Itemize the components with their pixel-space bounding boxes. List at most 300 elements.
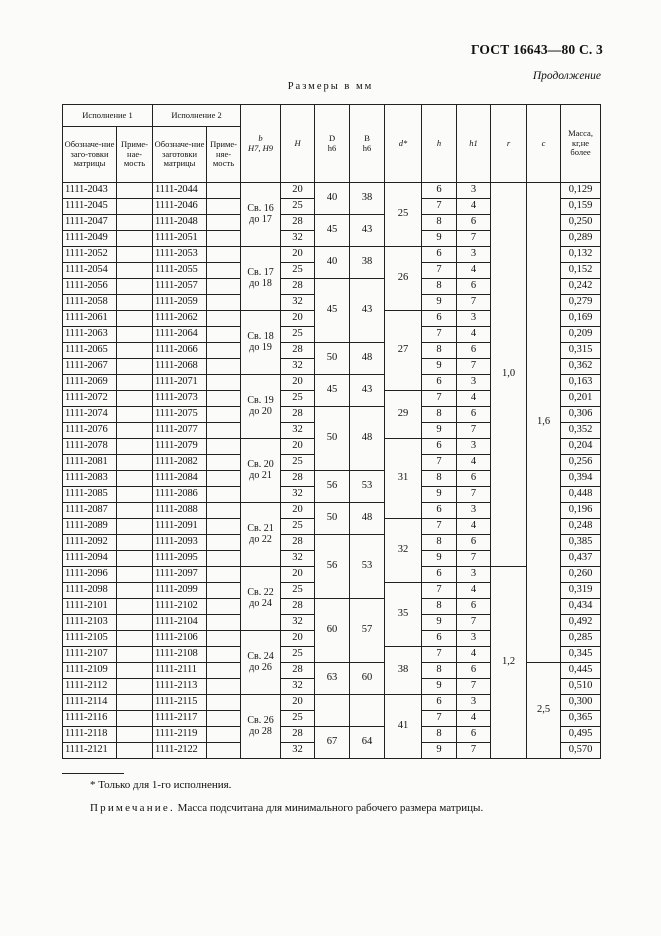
H-cell: 32 — [281, 743, 315, 759]
applicability-2-cell — [207, 279, 241, 295]
mass-cell: 0,445 — [561, 663, 601, 679]
applicability-1-cell — [117, 487, 153, 503]
applicability-1-cell — [117, 215, 153, 231]
designation-1-cell: 1111-2087 — [63, 503, 117, 519]
B-cell: 38 — [350, 247, 385, 279]
H-cell: 25 — [281, 519, 315, 535]
applicability-1-cell — [117, 199, 153, 215]
B-cell: 60 — [350, 663, 385, 695]
H-cell: 20 — [281, 311, 315, 327]
h-cell: 9 — [422, 615, 457, 631]
header-B: В h6 — [350, 105, 385, 183]
h-cell: 9 — [422, 423, 457, 439]
designation-2-cell: 1111-2106 — [153, 631, 207, 647]
applicability-2-cell — [207, 519, 241, 535]
applicability-1-cell — [117, 311, 153, 327]
applicability-2-cell — [207, 247, 241, 263]
designation-2-cell: 1111-2079 — [153, 439, 207, 455]
H-cell: 28 — [281, 727, 315, 743]
H-cell: 20 — [281, 375, 315, 391]
applicability-1-cell — [117, 183, 153, 199]
h1-cell: 7 — [457, 615, 491, 631]
applicability-2-cell — [207, 631, 241, 647]
D-cell: 60 — [315, 599, 350, 663]
designation-1-cell: 1111-2092 — [63, 535, 117, 551]
applicability-2-cell — [207, 727, 241, 743]
mass-cell: 0,159 — [561, 199, 601, 215]
mass-cell: 0,495 — [561, 727, 601, 743]
mass-cell: 0,289 — [561, 231, 601, 247]
D-cell: 40 — [315, 247, 350, 279]
designation-1-cell: 1111-2083 — [63, 471, 117, 487]
designation-2-cell: 1111-2055 — [153, 263, 207, 279]
applicability-2-cell — [207, 711, 241, 727]
designation-2-cell: 1111-2082 — [153, 455, 207, 471]
applicability-1-cell — [117, 567, 153, 583]
applicability-1-cell — [117, 231, 153, 247]
h1-cell: 7 — [457, 487, 491, 503]
applicability-2-cell — [207, 375, 241, 391]
h-cell: 8 — [422, 279, 457, 295]
designation-2-cell: 1111-2104 — [153, 615, 207, 631]
applicability-1-cell — [117, 263, 153, 279]
H-cell: 25 — [281, 711, 315, 727]
note-label: Примечание. — [90, 802, 175, 814]
designation-2-cell: 1111-2077 — [153, 423, 207, 439]
h-cell: 9 — [422, 679, 457, 695]
designation-2-cell: 1111-2117 — [153, 711, 207, 727]
h-cell: 9 — [422, 231, 457, 247]
c-cell: 1,6 — [527, 183, 561, 663]
applicability-2-cell — [207, 551, 241, 567]
designation-1-cell: 1111-2089 — [63, 519, 117, 535]
H-cell: 28 — [281, 535, 315, 551]
h1-cell: 7 — [457, 743, 491, 759]
designation-1-cell: 1111-2109 — [63, 663, 117, 679]
h1-cell: 6 — [457, 407, 491, 423]
B-cell: 48 — [350, 343, 385, 375]
designation-1-cell: 1111-2065 — [63, 343, 117, 359]
applicability-2-cell — [207, 183, 241, 199]
dimensions-table — [62, 104, 601, 759]
h1-cell: 6 — [457, 535, 491, 551]
mass-cell: 0,570 — [561, 743, 601, 759]
applicability-2-cell — [207, 615, 241, 631]
note — [90, 802, 483, 814]
applicability-2-cell — [207, 487, 241, 503]
mass-cell: 0,365 — [561, 711, 601, 727]
d-cell: 32 — [385, 519, 422, 583]
header-oboznachenie-2: Обозначе-ние заготовки матрицы — [153, 127, 207, 183]
designation-2-cell: 1111-2113 — [153, 679, 207, 695]
designation-1-cell: 1111-2063 — [63, 327, 117, 343]
mass-cell: 0,209 — [561, 327, 601, 343]
designation-2-cell: 1111-2088 — [153, 503, 207, 519]
designation-2-cell: 1111-2099 — [153, 583, 207, 599]
H-cell: 28 — [281, 407, 315, 423]
designation-1-cell: 1111-2069 — [63, 375, 117, 391]
mass-cell: 0,285 — [561, 631, 601, 647]
H-cell: 32 — [281, 487, 315, 503]
header-primenyaemost-2: Приме-няе-мость — [207, 127, 241, 183]
applicability-2-cell — [207, 391, 241, 407]
b-range-cell: Св. 22 до 24 — [241, 567, 281, 631]
h1-cell: 4 — [457, 583, 491, 599]
mass-cell: 0,385 — [561, 535, 601, 551]
h1-cell: 3 — [457, 567, 491, 583]
H-cell: 32 — [281, 423, 315, 439]
h1-cell: 4 — [457, 391, 491, 407]
D-cell: 45 — [315, 215, 350, 247]
applicability-2-cell — [207, 423, 241, 439]
mass-cell: 0,204 — [561, 439, 601, 455]
designation-1-cell: 1111-2085 — [63, 487, 117, 503]
h-cell: 8 — [422, 407, 457, 423]
applicability-2-cell — [207, 343, 241, 359]
h-cell: 9 — [422, 743, 457, 759]
applicability-1-cell — [117, 583, 153, 599]
h1-cell: 4 — [457, 647, 491, 663]
designation-2-cell: 1111-2066 — [153, 343, 207, 359]
designation-2-cell: 1111-2108 — [153, 647, 207, 663]
footnote: * Только для 1-го исполнения. — [90, 779, 232, 791]
applicability-2-cell — [207, 663, 241, 679]
h-cell: 9 — [422, 295, 457, 311]
applicability-2-cell — [207, 215, 241, 231]
designation-1-cell: 1111-2101 — [63, 599, 117, 615]
mass-cell: 0,260 — [561, 567, 601, 583]
d-cell: 35 — [385, 583, 422, 647]
h1-cell: 6 — [457, 471, 491, 487]
h-cell: 6 — [422, 631, 457, 647]
d-cell: 27 — [385, 311, 422, 391]
mass-cell: 0,201 — [561, 391, 601, 407]
mass-cell: 0,129 — [561, 183, 601, 199]
H-cell: 20 — [281, 183, 315, 199]
designation-1-cell: 1111-2114 — [63, 695, 117, 711]
applicability-1-cell — [117, 407, 153, 423]
h-cell: 8 — [422, 727, 457, 743]
designation-1-cell: 1111-2105 — [63, 631, 117, 647]
designation-2-cell: 1111-2084 — [153, 471, 207, 487]
designation-1-cell: 1111-2076 — [63, 423, 117, 439]
d-cell: 31 — [385, 439, 422, 519]
H-cell: 28 — [281, 343, 315, 359]
b-range-cell: Св. 24 до 26 — [241, 631, 281, 695]
H-cell: 20 — [281, 695, 315, 711]
h-cell: 6 — [422, 695, 457, 711]
h1-cell: 3 — [457, 247, 491, 263]
designation-2-cell: 1111-2111 — [153, 663, 207, 679]
mass-cell: 0,152 — [561, 263, 601, 279]
designation-2-cell: 1111-2091 — [153, 519, 207, 535]
h1-cell: 3 — [457, 311, 491, 327]
applicability-2-cell — [207, 455, 241, 471]
header-h1: h1 — [457, 105, 491, 183]
applicability-1-cell — [117, 439, 153, 455]
designation-1-cell: 1111-2058 — [63, 295, 117, 311]
H-cell: 32 — [281, 295, 315, 311]
applicability-2-cell — [207, 263, 241, 279]
mass-cell: 0,437 — [561, 551, 601, 567]
designation-2-cell: 1111-2059 — [153, 295, 207, 311]
designation-1-cell: 1111-2067 — [63, 359, 117, 375]
designation-1-cell: 1111-2072 — [63, 391, 117, 407]
D-cell — [315, 695, 350, 727]
b-range-cell: Св. 18 до 19 — [241, 311, 281, 375]
h1-cell: 7 — [457, 231, 491, 247]
h-cell: 7 — [422, 647, 457, 663]
D-cell: 50 — [315, 503, 350, 535]
designation-2-cell: 1111-2068 — [153, 359, 207, 375]
b-range-cell: Св. 26 до 28 — [241, 695, 281, 759]
applicability-2-cell — [207, 695, 241, 711]
applicability-1-cell — [117, 631, 153, 647]
H-cell: 28 — [281, 279, 315, 295]
D-cell: 67 — [315, 727, 350, 759]
sizes-caption: Размеры в мм — [287, 81, 374, 92]
applicability-1-cell — [117, 359, 153, 375]
applicability-1-cell — [117, 327, 153, 343]
h-cell: 7 — [422, 455, 457, 471]
designation-2-cell: 1111-2046 — [153, 199, 207, 215]
H-cell: 32 — [281, 551, 315, 567]
d-cell: 25 — [385, 183, 422, 247]
applicability-2-cell — [207, 599, 241, 615]
applicability-2-cell — [207, 295, 241, 311]
h1-cell: 6 — [457, 215, 491, 231]
designation-1-cell: 1111-2056 — [63, 279, 117, 295]
d-cell: 41 — [385, 695, 422, 759]
h-cell: 9 — [422, 359, 457, 375]
c-cell: 2,5 — [527, 663, 561, 759]
H-cell: 25 — [281, 327, 315, 343]
B-cell: 43 — [350, 215, 385, 247]
h-cell: 8 — [422, 535, 457, 551]
h-cell: 7 — [422, 391, 457, 407]
applicability-1-cell — [117, 615, 153, 631]
mass-cell: 0,300 — [561, 695, 601, 711]
D-cell: 45 — [315, 375, 350, 407]
designation-1-cell: 1111-2047 — [63, 215, 117, 231]
h-cell: 6 — [422, 247, 457, 263]
designation-1-cell: 1111-2103 — [63, 615, 117, 631]
h1-cell: 6 — [457, 727, 491, 743]
h1-cell: 7 — [457, 551, 491, 567]
h-cell: 8 — [422, 599, 457, 615]
B-cell: 38 — [350, 183, 385, 215]
designation-2-cell: 1111-2119 — [153, 727, 207, 743]
h1-cell: 3 — [457, 503, 491, 519]
header-ispolnenie-2: Исполнение 2 — [153, 105, 241, 127]
applicability-1-cell — [117, 455, 153, 471]
H-cell: 28 — [281, 663, 315, 679]
h-cell: 9 — [422, 487, 457, 503]
applicability-1-cell — [117, 471, 153, 487]
h-cell: 7 — [422, 711, 457, 727]
mass-cell: 0,448 — [561, 487, 601, 503]
designation-2-cell: 1111-2044 — [153, 183, 207, 199]
header-ispolnenie-1: Исполнение 1 — [63, 105, 153, 127]
designation-1-cell: 1111-2045 — [63, 199, 117, 215]
h1-cell: 7 — [457, 423, 491, 439]
applicability-2-cell — [207, 567, 241, 583]
mass-cell: 0,345 — [561, 647, 601, 663]
designation-2-cell: 1111-2093 — [153, 535, 207, 551]
h1-cell: 7 — [457, 679, 491, 695]
applicability-1-cell — [117, 695, 153, 711]
applicability-2-cell — [207, 471, 241, 487]
H-cell: 25 — [281, 391, 315, 407]
mass-cell: 0,169 — [561, 311, 601, 327]
footnote-rule — [62, 773, 124, 774]
h1-cell: 4 — [457, 711, 491, 727]
H-cell: 25 — [281, 263, 315, 279]
h1-cell: 3 — [457, 439, 491, 455]
mass-cell: 0,163 — [561, 375, 601, 391]
H-cell: 28 — [281, 599, 315, 615]
applicability-1-cell — [117, 743, 153, 759]
designation-2-cell: 1111-2064 — [153, 327, 207, 343]
D-cell: 56 — [315, 535, 350, 599]
applicability-1-cell — [117, 519, 153, 535]
D-cell: 63 — [315, 663, 350, 695]
header-r: r — [491, 105, 527, 183]
applicability-2-cell — [207, 679, 241, 695]
h1-cell: 3 — [457, 695, 491, 711]
designation-2-cell: 1111-2048 — [153, 215, 207, 231]
h1-cell: 7 — [457, 295, 491, 311]
b-range-cell: Св. 16 до 17 — [241, 183, 281, 247]
applicability-1-cell — [117, 551, 153, 567]
applicability-1-cell — [117, 599, 153, 615]
H-cell: 20 — [281, 503, 315, 519]
d-cell: 26 — [385, 247, 422, 311]
h-cell: 8 — [422, 663, 457, 679]
h-cell: 7 — [422, 263, 457, 279]
applicability-1-cell — [117, 295, 153, 311]
D-cell: 45 — [315, 279, 350, 343]
mass-cell: 0,248 — [561, 519, 601, 535]
h-cell: 6 — [422, 375, 457, 391]
designation-2-cell: 1111-2062 — [153, 311, 207, 327]
H-cell: 32 — [281, 231, 315, 247]
applicability-2-cell — [207, 647, 241, 663]
B-cell: 64 — [350, 727, 385, 759]
designation-1-cell: 1111-2074 — [63, 407, 117, 423]
mass-cell: 0,510 — [561, 679, 601, 695]
designation-2-cell: 1111-2051 — [153, 231, 207, 247]
designation-1-cell: 1111-2116 — [63, 711, 117, 727]
H-cell: 20 — [281, 439, 315, 455]
applicability-2-cell — [207, 503, 241, 519]
D-cell: 56 — [315, 471, 350, 503]
D-cell: 50 — [315, 407, 350, 471]
designation-1-cell: 1111-2094 — [63, 551, 117, 567]
H-cell: 32 — [281, 615, 315, 631]
designation-1-cell: 1111-2078 — [63, 439, 117, 455]
applicability-2-cell — [207, 535, 241, 551]
B-cell: 43 — [350, 375, 385, 407]
H-cell: 20 — [281, 631, 315, 647]
H-cell: 28 — [281, 471, 315, 487]
designation-1-cell: 1111-2107 — [63, 647, 117, 663]
h1-cell: 6 — [457, 279, 491, 295]
H-cell: 32 — [281, 359, 315, 375]
mass-cell: 0,492 — [561, 615, 601, 631]
mass-cell: 0,362 — [561, 359, 601, 375]
H-cell: 20 — [281, 247, 315, 263]
designation-2-cell: 1111-2053 — [153, 247, 207, 263]
b-range-cell: Св. 20 до 21 — [241, 439, 281, 503]
applicability-2-cell — [207, 439, 241, 455]
designation-1-cell: 1111-2052 — [63, 247, 117, 263]
B-cell: 43 — [350, 279, 385, 343]
designation-1-cell: 1111-2049 — [63, 231, 117, 247]
d-cell: 38 — [385, 647, 422, 695]
mass-cell: 0,394 — [561, 471, 601, 487]
h-cell: 6 — [422, 567, 457, 583]
designation-1-cell: 1111-2118 — [63, 727, 117, 743]
applicability-1-cell — [117, 535, 153, 551]
h1-cell: 7 — [457, 359, 491, 375]
designation-1-cell: 1111-2098 — [63, 583, 117, 599]
h-cell: 6 — [422, 503, 457, 519]
header-b: b Н7, Н9 — [241, 105, 281, 183]
H-cell: 25 — [281, 199, 315, 215]
designation-1-cell: 1111-2043 — [63, 183, 117, 199]
designation-2-cell: 1111-2115 — [153, 695, 207, 711]
designation-2-cell: 1111-2075 — [153, 407, 207, 423]
mass-cell: 0,279 — [561, 295, 601, 311]
h-cell: 8 — [422, 215, 457, 231]
b-range-cell: Св. 17 до 18 — [241, 247, 281, 311]
header-H: Н — [281, 105, 315, 183]
h-cell: 7 — [422, 327, 457, 343]
continuation-label: Продолжение — [532, 70, 601, 82]
H-cell: 32 — [281, 679, 315, 695]
B-cell: 48 — [350, 503, 385, 535]
B-cell: 57 — [350, 599, 385, 663]
h1-cell: 4 — [457, 455, 491, 471]
H-cell: 25 — [281, 455, 315, 471]
mass-cell: 0,306 — [561, 407, 601, 423]
applicability-1-cell — [117, 679, 153, 695]
h1-cell: 6 — [457, 599, 491, 615]
mass-cell: 0,434 — [561, 599, 601, 615]
applicability-1-cell — [117, 423, 153, 439]
h1-cell: 3 — [457, 183, 491, 199]
h-cell: 6 — [422, 439, 457, 455]
h-cell: 6 — [422, 311, 457, 327]
B-cell — [350, 695, 385, 727]
mass-cell: 0,256 — [561, 455, 601, 471]
applicability-1-cell — [117, 375, 153, 391]
applicability-2-cell — [207, 231, 241, 247]
applicability-1-cell — [117, 663, 153, 679]
mass-cell: 0,132 — [561, 247, 601, 263]
h-cell: 8 — [422, 343, 457, 359]
h-cell: 8 — [422, 471, 457, 487]
applicability-1-cell — [117, 727, 153, 743]
designation-2-cell: 1111-2097 — [153, 567, 207, 583]
h1-cell: 6 — [457, 343, 491, 359]
b-range-cell: Св. 21 до 22 — [241, 503, 281, 567]
H-cell: 28 — [281, 215, 315, 231]
H-cell: 25 — [281, 583, 315, 599]
header-oboznachenie-1: Обозначе-ние заго-товки матрицы — [63, 127, 117, 183]
table-body — [63, 183, 601, 759]
